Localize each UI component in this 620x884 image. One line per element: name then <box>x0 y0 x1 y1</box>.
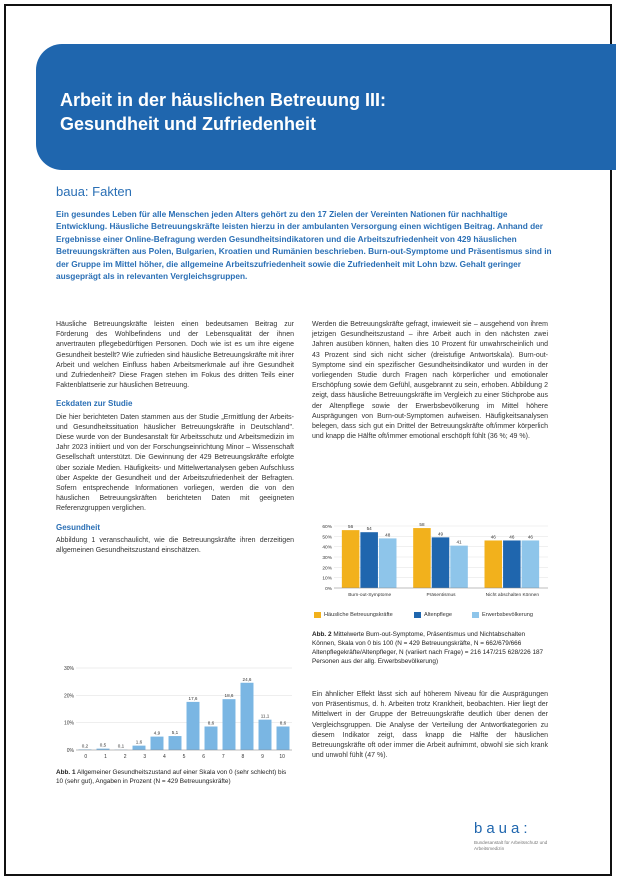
page-title <box>60 88 580 136</box>
bar-value-label: 46 <box>509 534 515 540</box>
x-tick-label: 7 <box>221 754 225 760</box>
chart-health-svg <box>56 662 296 766</box>
baua-logo: baua: <box>474 820 532 837</box>
x-tick-label: 10 <box>279 754 285 760</box>
x-tick-label: 8 <box>241 754 245 760</box>
bar-health-3 <box>133 746 146 750</box>
y-tick-label: 0% <box>66 748 74 754</box>
title-line-1: Arbeit in der häuslichen Betreuung III: <box>60 90 387 110</box>
chart-burnout-svg <box>312 520 552 610</box>
chart-burnout <box>312 520 552 610</box>
baua-logo-subtitle: Bundesanstalt für Arbeitsschutz und Arbeitsmedizin <box>474 840 548 851</box>
figure-1-text: Allgemeiner Gesundheitszustand auf einer Skala von 0 (sehr schlecht) bis 10 (sehr gut), Angaben in Prozent (N = 429 Betreuungskräfte) <box>56 769 287 785</box>
bar-value-label: 8,6 <box>207 720 215 726</box>
legend-label-altenpflege: Altenpflege <box>424 612 452 618</box>
y-tick-label: 50% <box>322 535 332 541</box>
bar-value-label: 5,1 <box>171 730 179 736</box>
bar-value-label: 54 <box>366 526 372 532</box>
y-tick-label: 20% <box>322 566 332 572</box>
y-tick-label: 30% <box>63 666 74 672</box>
bar-value-label: 41 <box>456 539 462 545</box>
legend-label-betreuung: Häusliche Betreuungskräfte <box>324 612 393 618</box>
chart-2-legend <box>314 612 554 622</box>
bar-2-2 <box>522 540 540 588</box>
study-paragraph: Die hier berichteten Daten stammen aus der Studie „Ermittlung der Arbeits- und Gesundheitssituation häuslicher Betreuungskräfte in Deutschland". Diese wurde von der Bundesanstalt für Arbeitsschutz und Arbeitsmedizin im Jahr 2023 initiiert und von der Forschungseinrichtung Minor – Wissenschaft Gesellschaft unterstützt. Die Gewinnung der 429 Betreuungskräfte erfolgte über soziale Medien. Häufigkeits- und Mittelwertanalysen geben Aufschluss über Aspekte der Gesundheit und der Arbeitszufriedenheit der Befragten. Sofern entsprechende Informationen vorliegen, werden die von den häuslichen Betreuungskräften berichteten Daten mit geeigneten Referenzgruppen verglichen. <box>56 413 294 513</box>
x-category-label: Nicht abschalten Können <box>485 593 540 598</box>
bar-value-label: 56 <box>348 524 354 530</box>
heading-health: Gesundheit <box>56 522 101 532</box>
bar-health-7 <box>205 726 218 750</box>
x-tick-label: 3 <box>143 754 147 760</box>
bar-value-label: 24,6 <box>242 676 252 682</box>
bar-value-label: 18,6 <box>224 693 234 699</box>
y-tick-label: 0% <box>325 587 332 592</box>
x-category-label: Präsentismus <box>426 593 456 598</box>
right-column-lower <box>312 690 548 765</box>
legend-swatch-betreuung <box>314 612 321 618</box>
bar-value-label: 48 <box>385 532 391 538</box>
bar-value-label: 17,6 <box>188 695 198 701</box>
x-tick-label: 5 <box>182 754 186 760</box>
bar-health-5 <box>169 736 182 750</box>
legend-swatch-erwerb <box>472 612 479 618</box>
x-tick-label: 9 <box>261 754 264 760</box>
lead-paragraph: Ein gesundes Leben für alle Menschen jeden Alters gehört zu den 17 Zielen der Vereinten Nationen für nachhaltige Entwicklung. Häusliche Betreuungskräfte leisten hierzu in der ambulanten Versorgung einen wichtigen Beitrag. Anhand der Ergebnisse einer Online-Befragung werden Gesundheitsindikatoren und die Arbeitszufriedenheit von 429 häuslichen Betreuungskräften aus Polen, Bulgarien, Kroatien und Rumänien beschrieben. Burn-out-Symptome und Präsentismus sind in der Gruppe im Mittel höher, die allgemeine Arbeitszufriedenheit sowie die Zufriedenheit mit Lohn bzw. Gehalt geringer ausgeprägt als in relevanten Vergleichsgruppen. <box>56 209 552 282</box>
x-tick-label: 4 <box>162 754 166 760</box>
y-tick-label: 20% <box>63 693 74 700</box>
heading-study: Eckdaten zur Studie <box>56 399 133 409</box>
title-line-2: Gesundheit und Zufriedenheit <box>60 114 316 134</box>
bar-health-11 <box>277 726 290 750</box>
figure-1-label: Abb. 1 <box>56 769 76 776</box>
y-tick-label: 30% <box>322 556 332 561</box>
series-label: baua: Fakten <box>56 184 132 199</box>
legend-item-altenpflege <box>414 612 452 618</box>
figure-1-caption <box>56 768 292 786</box>
figure-2-label: Abb. 2 <box>312 631 332 638</box>
bar-health-8 <box>223 699 236 750</box>
bar-value-label: 0,1 <box>117 743 125 749</box>
bar-health-4 <box>151 737 164 750</box>
y-tick-label: 10% <box>63 720 74 727</box>
bar-value-label: 8,6 <box>279 720 287 726</box>
bar-health-9 <box>241 683 254 750</box>
bar-2-1 <box>503 540 521 588</box>
bar-value-label: 0,2 <box>81 743 89 749</box>
chart-health-status <box>56 662 296 766</box>
bar-value-label: 1,6 <box>135 739 143 745</box>
bar-value-label: 11,1 <box>260 713 270 719</box>
right-paragraph-2: Ein ähnlicher Effekt lässt sich auf höherem Niveau für die Ausprägungen von Präsentismus, d. h. Arbeiten trotz Krankheit, beobachten. Hier liegt der Mittelwert in der Gruppe der Betreuungskräfte deutlich über denen der Vergleichsgruppen. Die Analyse der Verteilung der Antwortkategorien zu diesem Indikator zeigt, dass knapp die Hälfte der häuslichen Betreuungskräfte oft oder immer die Arbeit aufnimmt, obwohl sie sich krank und unwohl fühlt (47 %). <box>312 691 548 760</box>
bar-value-label: 58 <box>419 522 425 528</box>
x-tick-label: 0 <box>84 754 88 760</box>
figure-2-text: Mittelwerte Burn-out-Symptome, Präsentismus und Nichtabschalten Können, Skala von 0 bis 100 (N = 429 Betreuungskräfte, N = 662/679/666 Altenpflegekräfte/Altenpfleger, N (variiert nach Frage) = 216 147/215 628/226 187 Personen aus der allg. Erwerbsbevölkerung) <box>312 631 544 665</box>
bar-value-label: 46 <box>527 534 533 540</box>
bar-health-10 <box>259 720 272 750</box>
left-column <box>56 320 294 560</box>
legend-item-erwerb <box>472 612 533 618</box>
bar-value-label: 49 <box>437 531 444 537</box>
legend-label-erwerb: Erwerbsbevölkerung <box>482 612 533 618</box>
right-column <box>312 320 548 446</box>
bar-value-label: 0,5 <box>99 742 107 748</box>
bar-value-label: 46 <box>490 534 496 540</box>
figure-2-caption <box>312 630 548 666</box>
right-paragraph-1: Werden die Betreuungskräfte gefragt, inwieweit sie – ausgehend von ihrem jetzigen Gesundheitszustand – ihre Arbeit auch in den nächsten zwei Jahren ausüben können, halten dies 10 Prozent für unwahrscheinlich und 43 Prozent sind sich nicht sicher (dreistufige Antwortskala). Burn-out-Symptome sind ein spezifischer Gesundheitsindikator und wurden in der vorliegenden Studie durch Fragen nach körperlicher und emotionaler Erschöpfung sowie dem Gefühl, ausgebrannt zu sein, erhoben. Abbildung 2 zeigt, dass häusliche Betreuungskräfte im Vergleich zu einer Stichprobe aus der Altenpflege sowie der Erwerbsbevölkerung im Mittel höhere Ausprägungen von Burn-out-Symptomen aufweisen. Häufigkeitsanalysen belegen, dass sich gut ein Drittel der Betreuungskräfte oft/immer körperlich und knapp die Hälfte oft/immer emotional erschöpft fühlt (36 %; 49 %). <box>312 321 548 441</box>
y-tick-label: 60% <box>322 525 332 530</box>
legend-item-betreuung <box>314 612 393 618</box>
bar-0-1 <box>360 532 378 588</box>
bar-1-1 <box>432 537 450 588</box>
bar-1-0 <box>413 528 431 588</box>
legend-swatch-altenpflege <box>414 612 421 618</box>
bar-2-0 <box>485 540 503 588</box>
intro-paragraph: Häusliche Betreuungskräfte leisten einen bedeutsamen Beitrag zur Förderung des Wohlbefindens und der Lebensqualität der ihnen anvertrauten pflegebedürftigen Personen. Doch wie ist es um ihre eigene Gesundheit bestellt? Wie zufrieden sind häusliche Betreuungskräfte mit ihrer Arbeit und welchen Einfluss haben Arbeitsmerkmale auf ihre Gesundheit und Zufriedenheit? Diese Fragen stehen im Fokus des dritten Teils einer Faktenblattserie zur häuslichen Betreuung. <box>56 321 294 390</box>
x-category-label: Burn-out-Symptome <box>348 593 392 598</box>
bar-0-0 <box>342 530 360 588</box>
bar-0-2 <box>379 538 397 588</box>
y-tick-label: 10% <box>322 576 332 582</box>
bar-health-6 <box>187 702 200 750</box>
x-tick-label: 2 <box>123 754 127 760</box>
x-tick-label: 6 <box>202 754 206 760</box>
y-tick-label: 40% <box>322 545 332 551</box>
x-tick-label: 1 <box>104 754 107 760</box>
bar-value-label: 4,9 <box>153 730 161 736</box>
bar-1-2 <box>450 546 468 588</box>
health-paragraph: Abbildung 1 veranschaulicht, wie die Betreuungskräfte ihren derzeitigen allgemeinen Gesundheitszustand einschätzen. <box>56 536 294 555</box>
